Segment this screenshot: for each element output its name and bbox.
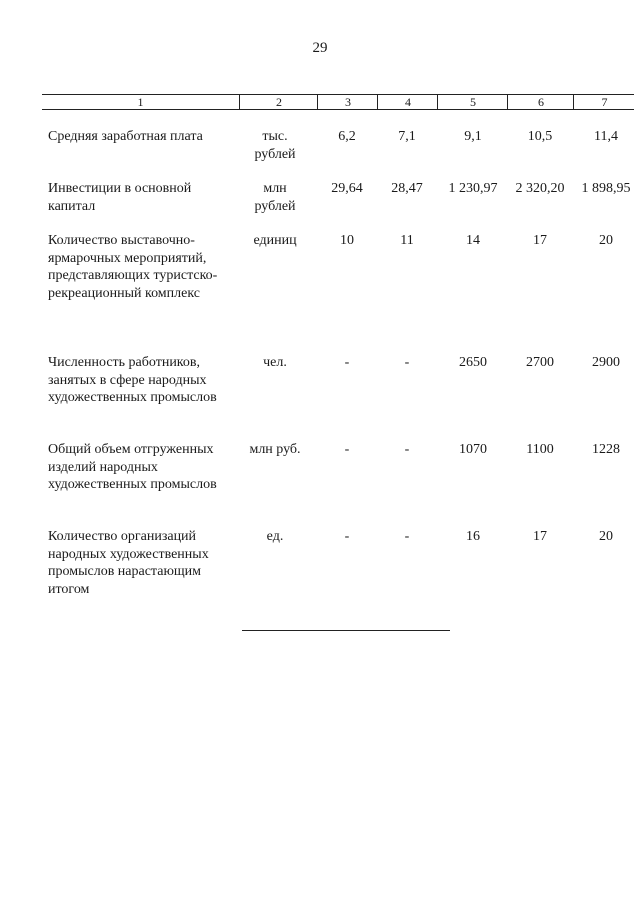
header-col-5: 5: [437, 95, 508, 109]
value-col-4: -: [404, 355, 410, 370]
value-col-6: 2 320,20: [515, 181, 565, 196]
footer-divider: [242, 630, 450, 631]
value-col-6: 17: [533, 529, 547, 544]
indicator-name: Общий объем отгруженных изделий народных художественных промыслов: [48, 442, 217, 492]
value-col-3: -: [344, 442, 350, 457]
unit-cell: тыс. рублей: [254, 129, 296, 162]
value-col-6: 2700: [526, 355, 554, 370]
value-col-5: 16: [466, 529, 480, 544]
value-col-6: 10,5: [527, 129, 553, 144]
unit-cell: единиц: [253, 233, 297, 248]
value-col-4: 28,47: [391, 181, 423, 196]
indicator-name: Количество организаций народных художественных промыслов нарастающим итогом: [48, 529, 209, 597]
value-col-5: 14: [466, 233, 480, 248]
value-col-3: 6,2: [338, 129, 356, 144]
value-col-5: 9,1: [464, 129, 482, 144]
value-col-5: 1 230,97: [448, 181, 498, 196]
value-col-4: -: [404, 529, 410, 544]
indicator-name: Численность работников, занятых в сфере народных художественных промыслов: [48, 355, 217, 405]
header-col-3: 3: [317, 95, 378, 109]
unit-cell: чел.: [263, 355, 287, 370]
value-col-7: 11,4: [594, 129, 618, 144]
indicator-name: Инвестиции в основной капитал: [48, 181, 192, 214]
header-col-1: 1: [137, 95, 144, 109]
value-col-3: -: [344, 529, 350, 544]
indicator-name: Количество выставочно-ярмарочных мероприятий, представляющих туристско-рекреационный комплекс: [48, 233, 218, 301]
value-col-5: 1070: [459, 442, 487, 457]
value-col-4: 11: [400, 233, 414, 248]
unit-cell: ед.: [266, 529, 284, 544]
value-col-6: 17: [533, 233, 547, 248]
indicator-name: Средняя заработная плата: [48, 129, 203, 144]
value-col-7: 2900: [592, 355, 620, 370]
value-col-7: 20: [599, 233, 613, 248]
header-col-6: 6: [507, 95, 574, 109]
value-col-7: 20: [599, 529, 613, 544]
header-col-2: 2: [239, 95, 318, 109]
unit-cell: млн рублей: [254, 181, 296, 214]
value-col-3: -: [344, 355, 350, 370]
value-col-7: 1228: [592, 442, 620, 457]
header-col-4: 4: [377, 95, 438, 109]
table-header: [42, 94, 634, 110]
value-col-7: 1 898,95: [581, 181, 631, 196]
value-col-4: -: [404, 442, 410, 457]
value-col-3: 29,64: [331, 181, 363, 196]
value-col-6: 1100: [526, 442, 554, 457]
value-col-3: 10: [340, 233, 354, 248]
value-col-5: 2650: [459, 355, 487, 370]
unit-cell: млн руб.: [249, 442, 301, 457]
page-number: 29: [312, 40, 328, 56]
value-col-4: 7,1: [398, 129, 416, 144]
header-col-7: 7: [573, 95, 635, 109]
